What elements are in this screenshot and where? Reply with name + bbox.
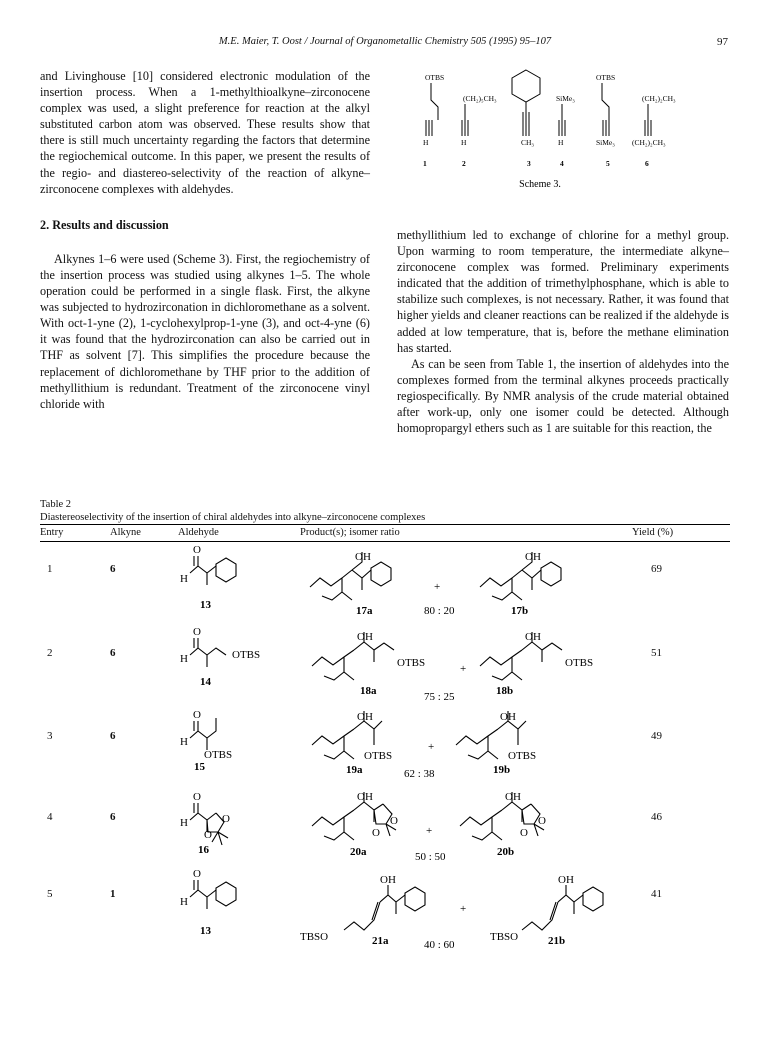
yield-value: 49 — [651, 730, 662, 742]
product-structure — [522, 885, 603, 930]
aldehyde-structure — [190, 638, 226, 667]
compound-number: 3 — [527, 159, 531, 168]
product-label: 18b — [496, 685, 514, 697]
product-label: 21a — [372, 935, 389, 947]
running-title: M.E. Maier, T. Oost / Journal of Organometallic Chemistry 505 (1995) 95–107 — [218, 36, 552, 47]
atom-label: OH — [558, 874, 574, 886]
atom-label: H — [180, 573, 188, 585]
product-structure — [312, 632, 394, 680]
atom-label: OH — [357, 791, 373, 803]
product-structure — [312, 792, 396, 840]
atom-label: H — [180, 896, 188, 908]
atom-label: OH — [525, 631, 541, 643]
atom-label: OH — [357, 711, 373, 723]
entry-number: 3 — [47, 730, 53, 742]
product-structure — [460, 792, 544, 840]
paragraph: methyllithium led to exchange of chlorine for a methyl group. Upon warming to room temperature, the intermediate alkyne–zirconocene complex was formed. Preliminary experiments indicated that the addition of trimethylphosphane, which is able to stabilize such complexes, is not necessary. Rather, it was found that higher yields and cleaner reactions can be realized if the aldehyde is added at low temperature, that is, before the methane elimination has started. — [397, 228, 729, 355]
alkyne-number: 6 — [110, 730, 116, 742]
atom-label: OH — [525, 551, 541, 563]
column-header-products: Product(s); isomer ratio — [300, 527, 400, 538]
yield-value: 51 — [651, 647, 662, 659]
product-structure — [480, 552, 561, 600]
alkyne-number: 1 — [110, 888, 116, 900]
column-header-alkyne: Alkyne — [110, 527, 141, 538]
plus-sign: + — [460, 663, 467, 675]
column-header-entry: Entry — [40, 527, 64, 538]
yield-value: 41 — [651, 888, 662, 900]
atom-label: CH₃ — [521, 138, 535, 147]
page-number: 97 — [717, 36, 728, 48]
product-label: 20a — [350, 846, 367, 858]
atom-label: H — [461, 138, 467, 147]
compound-number: 1 — [423, 159, 427, 168]
column-header-yield: Yield (%) — [632, 527, 674, 538]
atom-label: O — [193, 544, 201, 556]
product-structure — [344, 885, 425, 930]
alkyne-number: 6 — [110, 647, 116, 659]
product-label: 21b — [548, 935, 566, 947]
table-label: Table 2 — [40, 499, 72, 510]
atom-label: OH — [355, 551, 371, 563]
atom-label: OH — [505, 791, 521, 803]
atom-label: TBSO — [490, 931, 519, 943]
table-caption: Diastereoselectivity of the insertion of chiral aldehydes into alkyne–zirconocene complexes — [40, 512, 426, 523]
atom-label: (CH₂)₂CH₃ — [642, 94, 676, 103]
atom-label: H — [423, 138, 429, 147]
atom-label: TBSO — [300, 931, 329, 943]
compound-label: 14 — [200, 676, 211, 688]
compound-number: 4 — [560, 159, 564, 168]
compound-number: 2 — [462, 159, 466, 168]
atom-label: OTBS — [232, 649, 261, 661]
atom-label: OTBS — [397, 657, 426, 669]
section-heading: 2. Results and discussion — [40, 217, 169, 232]
atom-label: OTBS — [508, 750, 537, 762]
atom-label: SiMe₃ — [596, 138, 615, 147]
entry-number: 5 — [47, 888, 53, 900]
compound-number: 5 — [606, 159, 610, 168]
atom-label: H — [180, 736, 188, 748]
atom-label: SiMe₃ — [556, 94, 575, 103]
paragraph: and Livinghouse [10] considered electronic modulation of the insertion process. When a 1-methylthioalkyne–zirconocene complex was used, a slight preference for reaction at the alkyl substituted carbon atom was observed. These results show that there is still much uncertainty regarding the factors that determine the regiochemical outcome. In this paper, we present the results of the regio- and diastereo-selectivity of the reaction of alkyne–zirconocene complexes with aldehydes. — [40, 69, 370, 196]
plus-sign: + — [434, 581, 441, 593]
paragraph: Alkynes 1–6 were used (Scheme 3). First, the regiochemistry of the insertion process was studied using alkynes 1–5. The whole operation could be performed in a single flask. First, the alkyne was subjected to hydrozirconation in dichloromethane as a solvent. With oct-1-yne (2), 1-cyclohexylprop-1-yne (3), and oct-4-yne (6) it was found that the hydrozirconation can also be carried out in THF as solvent [7]. This simplifies the procedure because the replacement of dichloromethane by THF prior to the addition of methyllithium is redundant. Treatment of the zirconocene vinyl chloride with — [40, 251, 370, 411]
product-label: 19b — [493, 764, 511, 776]
atom-label: (CH₂)₂CH₃ — [632, 138, 666, 147]
yield-value: 46 — [651, 811, 662, 823]
atom-label: OTBS — [565, 657, 594, 669]
compound-number: 6 — [645, 159, 649, 168]
product-label: 17a — [356, 605, 373, 617]
isomer-ratio: 62 : 38 — [404, 768, 435, 780]
atom-label: H — [558, 138, 564, 147]
entry-number: 2 — [47, 647, 53, 659]
atom-label: O — [193, 868, 201, 880]
isomer-ratio: 80 : 20 — [424, 605, 455, 617]
atom-label: O — [204, 829, 212, 841]
scheme-caption: Scheme 3. — [519, 179, 561, 190]
column-header-aldehyde: Aldehyde — [178, 527, 219, 538]
atom-label: O — [520, 827, 528, 839]
atom-label: OH — [380, 874, 396, 886]
entry-number: 4 — [47, 811, 53, 823]
product-label: 19a — [346, 764, 363, 776]
atom-label: OTBS — [596, 73, 616, 82]
paragraph: As can be seen from Table 1, the insertion of aldehydes into the complexes formed from the terminal alkynes proceeds practically regiospecifically. By NMR analysis of the crude material obtained after work-up, only one isomer could be detected. Although homopropargyl ethers such as 1 are suitable for this reaction, the — [397, 356, 729, 436]
aldehyde-structure — [190, 556, 236, 585]
alkyne-number: 6 — [110, 563, 116, 575]
product-structure — [310, 552, 391, 600]
atom-label: O — [193, 709, 201, 721]
atom-label: OH — [357, 631, 373, 643]
atom-label: O — [390, 815, 398, 827]
atom-label: O — [222, 813, 230, 825]
product-structure — [480, 632, 562, 680]
atom-label: H — [180, 653, 188, 665]
compound-label: 15 — [194, 761, 205, 773]
aldehyde-structure — [190, 718, 216, 750]
atom-label: (CH₂)₅CH₃ — [463, 94, 497, 103]
aldehyde-structure — [190, 880, 236, 909]
plus-sign: + — [460, 903, 467, 915]
product-label: 18a — [360, 685, 377, 697]
atom-label: OTBS — [204, 749, 233, 761]
atom-label: OTBS — [425, 73, 445, 82]
isomer-ratio: 40 : 60 — [424, 939, 455, 951]
isomer-ratio: 50 : 50 — [415, 851, 446, 863]
compound-label: 13 — [200, 599, 211, 611]
atom-label: O — [193, 791, 201, 803]
atom-label: OTBS — [364, 750, 393, 762]
atom-label: O — [193, 626, 201, 638]
yield-value: 69 — [651, 563, 662, 575]
compound-label: 13 — [200, 925, 211, 937]
entry-number: 1 — [47, 563, 53, 575]
product-label: 20b — [497, 846, 515, 858]
product-label: 17b — [511, 605, 529, 617]
atom-label: H — [180, 817, 188, 829]
atom-label: O — [372, 827, 380, 839]
atom-label: OH — [500, 711, 516, 723]
atom-label: O — [538, 815, 546, 827]
compound-label: 16 — [198, 844, 209, 856]
isomer-ratio: 75 : 25 — [424, 691, 455, 703]
plus-sign: + — [428, 741, 435, 753]
plus-sign: + — [426, 825, 433, 837]
alkyne-number: 6 — [110, 811, 116, 823]
